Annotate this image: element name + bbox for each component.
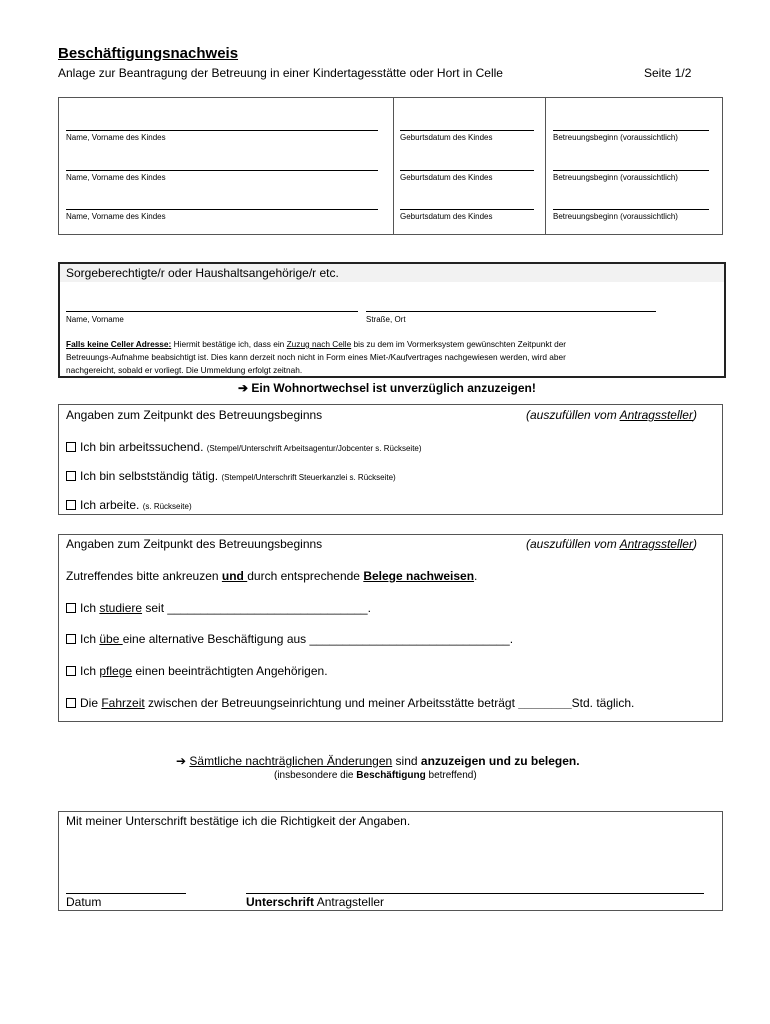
care-start-label: Betreuungsbeginn (voraussichtlich) <box>553 173 678 182</box>
option-main: Ich arbeite. <box>80 498 140 512</box>
instruction-mid: durch entsprechende <box>247 569 364 583</box>
checkbox[interactable] <box>66 471 76 481</box>
opt1-pre: Ich <box>80 601 100 615</box>
section1-hint-post: ) <box>692 408 697 422</box>
section2-hint-link: Antragssteller <box>619 537 693 551</box>
checkbox[interactable] <box>66 698 76 708</box>
date-field[interactable] <box>66 893 186 894</box>
relocation-notice-text: Ein Wohnortwechsel ist unverzüglich anzuzeigen! <box>251 381 536 395</box>
commute-hours-field[interactable]: ________ <box>518 696 572 710</box>
guardian-address-label: Straße, Ort <box>366 315 406 324</box>
address-note-line2: Betreuungs-Aufnahme beabsichtigt ist. Dies kann derzeit noch nicht in Form eines Miet-/Kaufvertrages nachgewiesen werden, wird aber <box>66 352 566 362</box>
changes-sub-pre: (insbesondere die <box>274 770 357 781</box>
checkbox[interactable] <box>66 634 76 644</box>
signature-label-rest: Antragsteller <box>314 895 385 909</box>
care-start-label: Betreuungsbeginn (voraussichtlich) <box>553 212 678 221</box>
arrow-right-icon: ➔ <box>238 381 249 395</box>
guardian-name-field[interactable] <box>66 311 358 312</box>
section1-hint-link: Antragssteller <box>619 408 693 422</box>
section2-hint-pre: (auszufüllen vom <box>526 537 620 551</box>
opt3-pre: Ich <box>80 664 100 678</box>
child-birth-label: Geburtsdatum des Kindes <box>400 212 493 221</box>
instruction-und: und <box>221 569 248 583</box>
child-birth-field[interactable] <box>400 130 534 131</box>
opt3-post: einen beeinträchtigten Angehörigen. <box>132 664 328 678</box>
opt4-pre: Die <box>80 696 102 710</box>
child-name-field[interactable] <box>66 209 378 210</box>
option-self-employed[interactable] <box>66 469 396 483</box>
table-divider <box>393 97 394 235</box>
section2-heading: Angaben zum Zeitpunkt des Betreuungsbeginns <box>66 537 323 551</box>
changes-sub-post: betreffend) <box>425 770 477 781</box>
changes-link: Sämtliche nachträglichen Änderungen <box>189 754 393 768</box>
arrow-right-icon: ➔ <box>176 754 187 768</box>
changes-bold: anzuzeigen und zu belegen. <box>420 754 580 768</box>
signature-statement: Mit meiner Unterschrift bestätige ich die Richtigkeit der Angaben. <box>66 814 411 828</box>
opt3-link: pflege <box>99 664 133 678</box>
opt4-link: Fahrzeit <box>101 696 145 710</box>
address-note-line3: nachgereicht, sobald er vorliegt. Die Ummeldung erfolgt zeitnah. <box>66 365 303 375</box>
option-studying[interactable] <box>66 601 371 615</box>
option-note: (s. Rückseite) <box>142 502 192 511</box>
section1-hint <box>526 408 697 422</box>
checkbox[interactable] <box>66 666 76 676</box>
instruction-pre: Zutreffendes bitte ankreuzen <box>66 569 222 583</box>
care-start-field[interactable] <box>553 130 709 131</box>
address-note-part2: bis zu dem im Vormerksystem gewünschten Zeitpunkt der <box>351 339 567 349</box>
child-name-field[interactable] <box>66 170 378 171</box>
child-birth-field[interactable] <box>400 170 534 171</box>
section2-hint <box>526 537 697 551</box>
relocation-notice <box>238 381 536 395</box>
option-main: Ich bin selbstständig tätig. <box>80 469 219 483</box>
changes-notice <box>176 754 580 768</box>
address-note-line1 <box>66 339 566 349</box>
child-birth-label: Geburtsdatum des Kindes <box>400 173 493 182</box>
changes-sub-bold: Beschäftigung <box>356 770 426 781</box>
checkbox[interactable] <box>66 603 76 613</box>
care-start-label: Betreuungsbeginn (voraussichtlich) <box>553 133 678 142</box>
page-title: Beschäftigungsnachweis <box>58 45 239 62</box>
date-label: Datum <box>66 895 102 909</box>
option-caring[interactable] <box>66 664 328 678</box>
section2-instruction <box>66 569 477 583</box>
opt1-link: studiere <box>99 601 143 615</box>
option-employed[interactable] <box>66 498 192 512</box>
section2-box <box>58 534 723 722</box>
opt1-post: seit ______________________________. <box>142 601 371 615</box>
section1-hint-pre: (auszufüllen vom <box>526 408 620 422</box>
opt2-link: übe <box>99 632 123 646</box>
address-note-lead: Falls keine Celler Adresse: <box>66 339 172 349</box>
opt4-post: Std. täglich. <box>571 696 635 710</box>
checkbox[interactable] <box>66 500 76 510</box>
page-subtitle: Anlage zur Beantragung der Betreuung in einer Kindertagesstätte oder Hort in Celle <box>58 66 503 80</box>
child-birth-field[interactable] <box>400 209 534 210</box>
address-note-part1: Hiermit bestätige ich, dass ein <box>171 339 287 349</box>
address-note-link: Zuzug nach Celle <box>286 339 352 349</box>
care-start-field[interactable] <box>553 209 709 210</box>
section2-hint-post: ) <box>692 537 697 551</box>
guardian-address-field[interactable] <box>366 311 656 312</box>
option-job-seeking[interactable] <box>66 440 422 454</box>
instruction-end: . <box>474 569 478 583</box>
opt4-mid: zwischen der Betreuungseinrichtung und meiner Arbeitsstätte beträgt <box>144 696 519 710</box>
guardian-heading: Sorgeberechtigte/r oder Haushaltsangehörige/r etc. <box>66 266 339 280</box>
changes-mid: sind <box>392 754 421 768</box>
instruction-belege: Belege nachweisen <box>363 569 475 583</box>
opt2-pre: Ich <box>80 632 100 646</box>
child-name-field[interactable] <box>66 130 378 131</box>
option-commute[interactable] <box>66 696 634 710</box>
child-name-label: Name, Vorname des Kindes <box>66 133 166 142</box>
care-start-field[interactable] <box>553 170 709 171</box>
opt2-post: eine alternative Beschäftigung aus ______________________________. <box>122 632 514 646</box>
option-note: (Stempel/Unterschrift Steuerkanzlei s. Rückseite) <box>221 473 396 482</box>
table-divider <box>545 97 546 235</box>
option-main: Ich bin arbeitssuchend. <box>80 440 204 454</box>
signature-label <box>246 895 384 909</box>
option-note: (Stempel/Unterschrift Arbeitsagentur/Jobcenter s. Rückseite) <box>206 444 422 453</box>
child-name-label: Name, Vorname des Kindes <box>66 212 166 221</box>
guardian-name-label: Name, Vorname <box>66 315 124 324</box>
changes-subnote <box>274 770 477 781</box>
checkbox[interactable] <box>66 442 76 452</box>
option-alternative-employment[interactable] <box>66 632 513 646</box>
page-number: Seite 1/2 <box>644 66 692 80</box>
child-birth-label: Geburtsdatum des Kindes <box>400 133 493 142</box>
section1-heading: Angaben zum Zeitpunkt des Betreuungsbeginns <box>66 408 323 422</box>
child-name-label: Name, Vorname des Kindes <box>66 173 166 182</box>
signature-label-bold: Unterschrift <box>246 895 315 909</box>
signature-field[interactable] <box>246 893 704 894</box>
